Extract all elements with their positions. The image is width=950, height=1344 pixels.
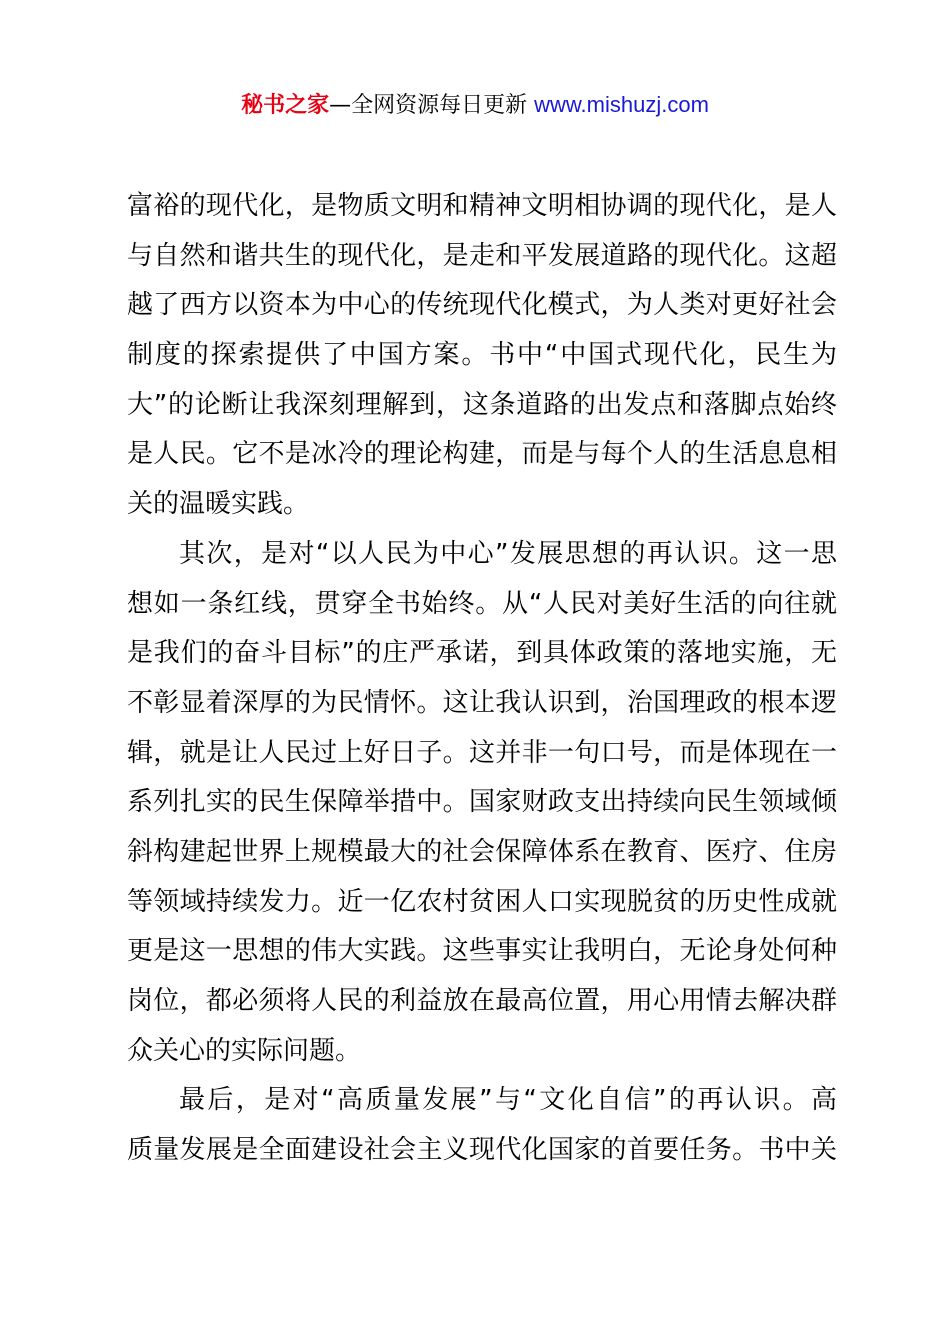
paragraph-line: 制度的探索提供了中国方案。书中“中国式现代化，民生为 [127, 340, 837, 371]
paragraph-line: 与自然和谐共生的现代化，是走和平发展道路的现代化。这超 [127, 240, 837, 271]
document-body [127, 182, 837, 1176]
site-url-link[interactable]: www.mishuzj.com [534, 92, 709, 117]
paragraph-line: 更是这一思想的伟大实践。这些事实让我明白，无论身处何种 [127, 936, 837, 967]
page-header [0, 88, 950, 123]
paragraph-line: 关的温暖实践。 [127, 489, 310, 520]
paragraph-line: 辑，就是让人民过上好日子。这并非一句口号，而是体现在一 [127, 737, 837, 768]
paragraph-line: 系列扎实的民生保障举措中。国家财政支出持续向民生领域倾 [127, 787, 837, 818]
paragraph-line: 最后，是对“高质量发展”与“文化自信”的再认识。高 [179, 1085, 837, 1116]
paragraph [127, 1076, 837, 1175]
paragraph-line: 等领域持续发力。近一亿农村贫困人口实现脱贫的历史性成就 [127, 886, 837, 917]
paragraph-line: 想如一条红线，贯穿全书始终。从“人民对美好生活的向往就 [127, 588, 837, 619]
paragraph-line: 是人民。它不是冰冷的理论构建，而是与每个人的生活息息相 [127, 439, 837, 470]
paragraph [127, 530, 837, 1077]
paragraph-line: 众关心的实际问题。 [127, 1035, 362, 1066]
header-tagline: —全网资源每日更新 [329, 93, 528, 118]
paragraph-line: 斜构建起世界上规模最大的社会保障体系在教育、医疗、住房 [127, 836, 837, 867]
paragraph [127, 182, 837, 530]
paragraph-line: 富裕的现代化，是物质文明和精神文明相协调的现代化，是人 [127, 191, 837, 221]
paragraph-line: 大”的论断让我深刻理解到，这条道路的出发点和落脚点始终 [127, 389, 837, 420]
paragraph-line: 越了西方以资本为中心的传统现代化模式，为人类对更好社会 [127, 290, 837, 321]
paragraph-line: 是我们的奋斗目标”的庄严承诺，到具体政策的落地实施，无 [127, 638, 837, 669]
brand-name: 秘书之家 [241, 93, 330, 118]
paragraph-line: 其次，是对“以人民为中心”发展思想的再认识。这一思 [179, 538, 837, 569]
paragraph-line: 岗位，都必须将人民的利益放在最高位置，用心用情去解决群 [127, 986, 837, 1016]
paragraph-line: 质量发展是全面建设社会主义现代化国家的首要任务。书中关 [127, 1135, 837, 1166]
paragraph-line: 不彰显着深厚的为民情怀。这让我认识到，治国理政的根本逻 [127, 687, 837, 718]
